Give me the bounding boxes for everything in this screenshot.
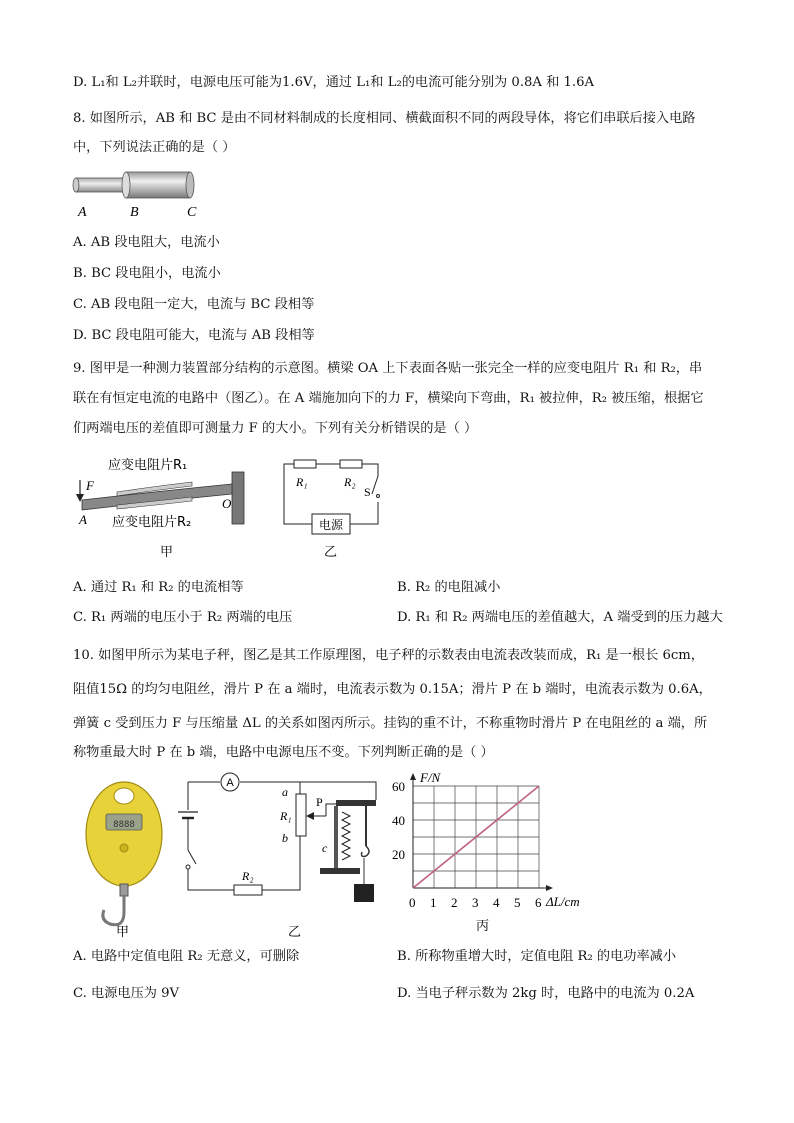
caption-yi: 乙 <box>288 925 302 940</box>
q9-fig-jia-beam <box>72 452 262 562</box>
q10-fig-bing-graph <box>388 770 598 942</box>
svg-text:R₁: R₁ <box>280 809 292 823</box>
resistor-r1 <box>294 460 316 468</box>
gauge-r2-label: 应变电阻片R₂ <box>112 515 192 530</box>
label-b: B <box>130 205 139 220</box>
svg-text:P: P <box>316 795 323 809</box>
caption-bing: 丙 <box>476 919 490 934</box>
resistor-r1 <box>296 794 306 836</box>
svg-text:c: c <box>322 841 328 855</box>
x-label: ΔL/cm <box>546 894 580 909</box>
label-c: C <box>187 205 197 220</box>
svg-text:S: S <box>364 485 371 499</box>
q9-stem-line1: 9. 图甲是一种测力装置部分结构的示意图。横梁 OA 上下表面各贴一张完全一样的应变电阻片 R₁ 和 R₂，串 <box>73 361 703 376</box>
q8-option-b: B. BC 段电阻小，电流小 <box>73 266 221 281</box>
x-tick-label: 2 <box>451 895 458 910</box>
y-tick-label: 60 <box>392 779 405 794</box>
resistor-r2 <box>234 885 262 895</box>
q8-option-d: D. BC 段电阻可能大，电流与 AB 段相等 <box>73 328 315 343</box>
caption-jia: 甲 <box>116 925 130 940</box>
x-tick-label: 0 <box>409 895 416 910</box>
thick-segment-bc <box>126 172 190 198</box>
q9-stem-line3: 们两端电压的差值即可测量力 F 的大小。下列有关分析错误的是（ ） <box>73 421 478 436</box>
x-tick-label: 6 <box>535 895 542 910</box>
q10-stem-line2: 阻值15Ω 的均匀电阻丝，滑片 P 在 a 端时，电流表示数为 0.15A；滑片 P 在 b 端时，电流表示数为 0.6A， <box>73 682 712 697</box>
q10-stem-line4: 称物重最大时 P 在 b 端，电路中电源电压不变。下列判断正确的是（ ） <box>73 745 494 760</box>
q8-stem-line1: 8. 如图所示，AB 和 BC 是由不同材料制成的长度相同、横截面积不同的两段导体，将它们串联后接入电路 <box>73 111 696 126</box>
svg-text:8888: 8888 <box>113 820 135 830</box>
q8-conductor-figure <box>68 166 208 222</box>
x-tick-label: 5 <box>514 895 521 910</box>
svg-text:R₂: R₂ <box>344 475 356 489</box>
svg-text:a: a <box>282 785 288 799</box>
q10-fig-yi-circuit <box>176 772 386 942</box>
spring-c <box>342 812 350 860</box>
y-label: F/N <box>420 770 441 785</box>
svg-text:电源: 电源 <box>318 518 344 532</box>
svg-text:b: b <box>282 831 288 845</box>
q9-option-c: C. R₁ 两端的电压小于 R₂ 两端的电压 <box>73 610 293 625</box>
caption-jia: 甲 <box>160 545 174 560</box>
q10-option-a: A. 电路中定值电阻 R₂ 无意义，可删除 <box>73 949 300 964</box>
x-tick-label: 3 <box>472 895 479 910</box>
svg-text:R₂: R₂ <box>242 869 254 883</box>
q10-option-b: B. 所称物重增大时，定值电阻 R₂ 的电功率减小 <box>397 949 677 964</box>
svg-text:A: A <box>226 777 234 789</box>
gauge-r1-label: 应变电阻片R₁ <box>108 458 188 473</box>
weight <box>354 884 374 902</box>
q9-stem-line2: 联在有恒定电流的电路中（图乙）。在 A 端施加向下的力 F，横梁向下弯曲，R₁ 被拉伸，R₂ 被压缩，根据它 <box>73 391 704 406</box>
q9-fig-yi-circuit <box>276 456 386 562</box>
caption-yi: 乙 <box>324 545 338 560</box>
end-o: O <box>222 496 232 511</box>
q9-option-d: D. R₁ 和 R₂ 两端电压的差值越大，A 端受到的压力越大 <box>397 610 723 625</box>
y-tick-label: 20 <box>392 847 405 862</box>
q8-option-c: C. AB 段电阻一定大，电流与 BC 段相等 <box>73 297 315 312</box>
q10-stem-line1: 10. 如图甲所示为某电子秤，图乙是其工作原理图，电子秤的示数表由电流表改装而成，R₁ 是一根长 6cm， <box>73 648 704 663</box>
x-tick-label: 4 <box>493 895 500 910</box>
svg-text:R₁: R₁ <box>296 475 308 489</box>
q9-option-b: B. R₂ 的电阻减小 <box>397 580 501 595</box>
end-a: A <box>79 512 87 527</box>
q10-stem-line3: 弹簧 c 受到压力 F 与压缩量 ΔL 的关系如图丙所示。挂钩的重不计，不称重物时滑片 P 在电阻丝的 a 端，所 <box>73 716 708 731</box>
q8-option-a: A. AB 段电阻大，电流小 <box>73 235 220 250</box>
y-tick-label: 40 <box>392 813 405 828</box>
q8-stem-line2: 中，下列说法正确的是（ ） <box>73 140 236 155</box>
q10-fig-jia-scale <box>72 772 172 942</box>
resistor-r2 <box>340 460 362 468</box>
q9-option-a: A. 通过 R₁ 和 R₂ 的电流相等 <box>73 580 244 595</box>
q7-option-d: D. L₁和 L₂并联时，电源电压可能为1.6V，通过 L₁和 L₂的电流可能分别为 0.8A 和 1.6A <box>73 75 594 90</box>
q10-option-d: D. 当电子秤示数为 2kg 时，电路中的电流为 0.2A <box>397 986 695 1001</box>
label-a: A <box>78 205 87 220</box>
q10-option-c: C. 电源电压为 9V <box>73 986 180 1001</box>
force-f: F <box>86 478 94 493</box>
x-tick-label: 1 <box>430 895 437 910</box>
